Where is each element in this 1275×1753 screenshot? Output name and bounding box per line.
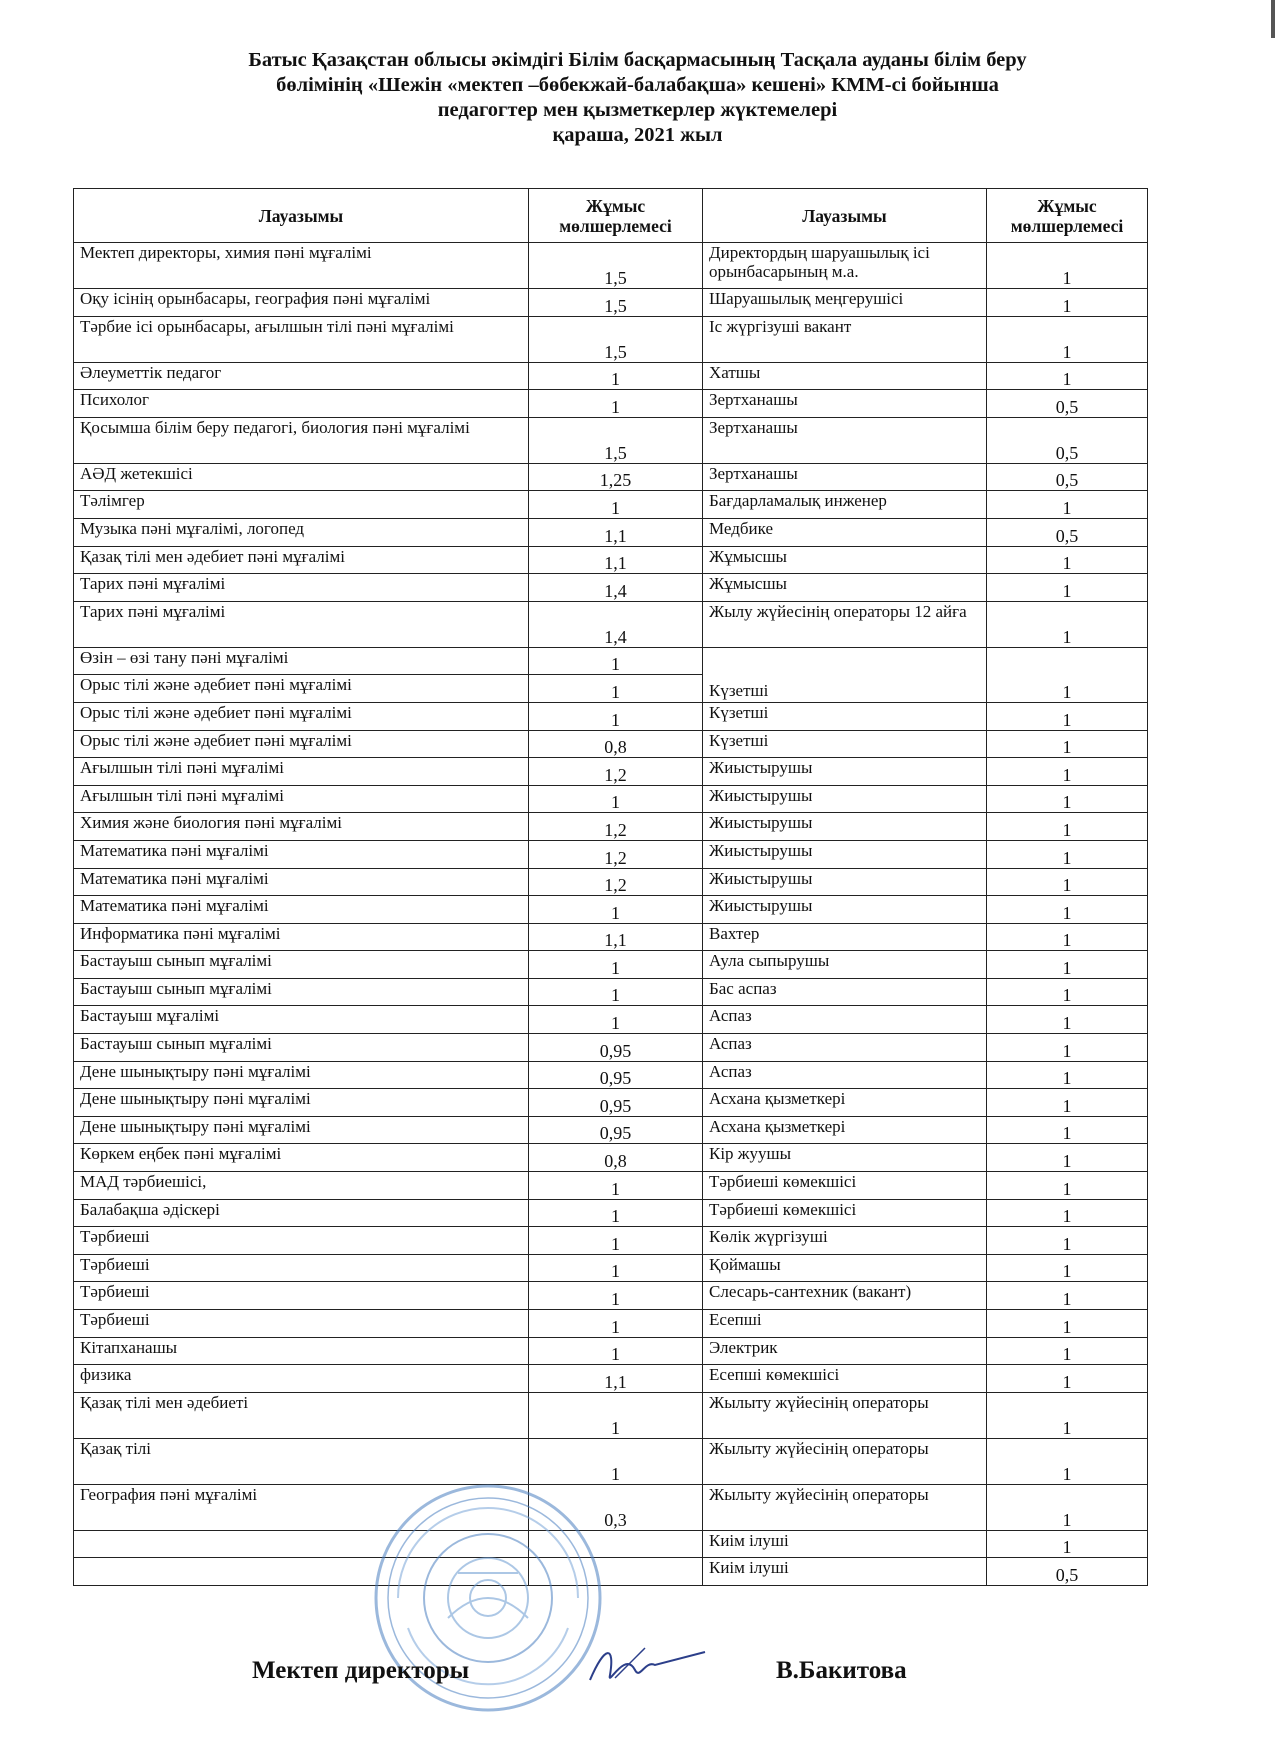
cell-position: Тәрбиеші [74,1282,529,1310]
cell-rate: 0,95 [529,1034,703,1062]
cell-position: Оқу ісінің орынбасары, география пәні мұғалімі [74,289,529,317]
cell-rate: 1 [987,574,1148,602]
table-row [74,1034,1148,1062]
cell-position: Өзін – өзі тану пәні мұғалімі [74,647,529,675]
cell-rate: 0,95 [529,1061,703,1089]
table-row [74,289,1148,317]
cell-position: Көлік жүргізуші [703,1227,987,1255]
cell-rate: 1,1 [529,923,703,951]
cell-rate: 1 [529,647,703,675]
document-title [90,48,1185,148]
table-row [74,1061,1148,1089]
cell-position: Жиыстырушы [703,813,987,841]
table-row [74,491,1148,519]
cell-position: Көркем еңбек пәні мұғалімі [74,1144,529,1172]
cell-position: Тәлімгер [74,491,529,519]
table-row [74,1144,1148,1172]
cell-position: Тарих пәні мұғалімі [74,574,529,602]
cell-position: Аспаз [703,1061,987,1089]
cell-rate: 0,5 [987,417,1148,463]
cell-position: Киім ілуші [703,1530,987,1558]
cell-rate: 1,1 [529,518,703,546]
cell-position: Жылыту жүйесінің операторы [703,1438,987,1484]
cell-position: Электрик [703,1337,987,1365]
title-line: қараша, 2021 жыл [552,124,723,146]
table-row [74,813,1148,841]
cell-rate: 1 [529,1438,703,1484]
table-row [74,1199,1148,1227]
cell-position: Информатика пәні мұғалімі [74,923,529,951]
cell-position: Жылыту жүйесінің операторы [703,1484,987,1530]
cell-rate: 1 [987,601,1148,647]
cell-position: Зертханашы [703,463,987,491]
header-position: Лауазымы [703,189,987,243]
cell-rate: 1,25 [529,463,703,491]
director-signature [585,1640,715,1690]
cell-position: Жиыстырушы [703,840,987,868]
table-row [74,1006,1148,1034]
cell-rate: 1,1 [529,1365,703,1393]
cell-rate: 1 [529,1392,703,1438]
cell-position: Тәрбиеші [74,1310,529,1338]
cell-position: Жиыстырушы [703,896,987,924]
cell-position: Бастауыш мұғалімі [74,1006,529,1034]
table-row [74,1254,1148,1282]
cell-position: Қазақ тілі [74,1438,529,1484]
cell-rate: 1 [987,702,1148,730]
cell-rate: 1 [987,491,1148,519]
cell-rate: 1 [529,390,703,418]
cell-rate: 1 [529,1254,703,1282]
cell-rate: 1 [987,243,1148,289]
cell-rate: 1,2 [529,758,703,786]
cell-rate: 1,2 [529,868,703,896]
cell-position: Жұмысшы [703,546,987,574]
cell-rate: 1 [987,1392,1148,1438]
cell-rate: 1 [529,362,703,390]
table-row [74,785,1148,813]
cell-rate: 1 [987,813,1148,841]
cell-rate: 0,8 [529,1144,703,1172]
cell-position: Директордың шаруашылық ісі орынбасарының м.а. [703,243,987,289]
table-row [74,1392,1148,1438]
cell-rate: 1 [987,923,1148,951]
table-row [74,1310,1148,1338]
cell-position: Зертханашы [703,417,987,463]
cell-position: Жылу жүйесінің операторы 12 айға [703,601,987,647]
cell-position: Киім ілуші [703,1558,987,1586]
table-header-row [74,189,1148,243]
cell-position: Кітапханашы [74,1337,529,1365]
cell-rate: 1 [987,758,1148,786]
table-row [74,574,1148,602]
cell-rate: 1 [529,1199,703,1227]
cell-position: Іс жүргізуші вакант [703,316,987,362]
cell-position: Хатшы [703,362,987,390]
table-row [74,647,1148,675]
cell-rate: 1 [987,1061,1148,1089]
header-rate: Жұмыс мөлшерлемесі [529,189,703,243]
table-row [74,868,1148,896]
cell-position: Есепші көмекшісі [703,1365,987,1393]
cell-rate: 0,5 [987,1558,1148,1586]
cell-position: Мектеп директоры, химия пәні мұғалімі [74,243,529,289]
cell-position: Орыс тілі және әдебиет пәні мұғалімі [74,675,529,703]
cell-rate: 1 [987,546,1148,574]
cell-rate: 1 [987,1199,1148,1227]
header-position: Лауазымы [74,189,529,243]
table-row [74,1530,1148,1558]
cell-position: Шаруашылық меңгерушісі [703,289,987,317]
cell-position: Тәрбиеші көмекшісі [703,1199,987,1227]
table-row [74,896,1148,924]
table-row [74,601,1148,647]
cell-rate: 1 [987,978,1148,1006]
cell-position: Математика пәні мұғалімі [74,868,529,896]
cell-position: Әлеуметтік педагог [74,362,529,390]
cell-position: Асхана қызметкері [703,1089,987,1117]
cell-position: Тәрбиеші көмекшісі [703,1172,987,1200]
cell-rate: 1 [987,1227,1148,1255]
cell-position: Аспаз [703,1034,987,1062]
cell-rate: 1 [529,702,703,730]
cell-position: Слесарь-сантехник (вакант) [703,1282,987,1310]
table-row [74,390,1148,418]
table-row [74,463,1148,491]
cell-rate: 1 [987,1006,1148,1034]
cell-position: Асхана қызметкері [703,1116,987,1144]
cell-rate: 1 [529,1310,703,1338]
cell-rate: 0,8 [529,730,703,758]
table-row [74,1282,1148,1310]
footer-position: Мектеп директоры [252,1657,470,1684]
cell-position: Жиыстырушы [703,758,987,786]
cell-position: Есепші [703,1310,987,1338]
cell-rate: 1 [987,1530,1148,1558]
cell-rate: 1,5 [529,316,703,362]
cell-position: Музыка пәні мұғалімі, логопед [74,518,529,546]
footer-name: В.Бакитова [776,1657,907,1684]
cell-position: Қазақ тілі мен әдебиет пәні мұғалімі [74,546,529,574]
cell-position: Зертханашы [703,390,987,418]
cell-position: Психолог [74,390,529,418]
cell-position: Ағылшын тілі пәні мұғалімі [74,785,529,813]
cell-rate: 0,95 [529,1089,703,1117]
cell-rate: 1 [987,647,1148,702]
cell-rate: 1 [529,1227,703,1255]
cell-position: Күзетші [703,702,987,730]
cell-rate: 1 [987,1144,1148,1172]
table-row [74,316,1148,362]
cell-position: География пәні мұғалімі [74,1484,529,1530]
table-row [74,417,1148,463]
cell-rate: 1,1 [529,546,703,574]
cell-rate: 1 [529,951,703,979]
cell-position: Бас аспаз [703,978,987,1006]
table-row [74,1227,1148,1255]
cell-rate: 1,4 [529,601,703,647]
cell-rate: 1,4 [529,574,703,602]
cell-position: Математика пәні мұғалімі [74,896,529,924]
cell-rate: 1,5 [529,243,703,289]
table-row [74,978,1148,1006]
cell-rate: 1 [529,1282,703,1310]
cell-rate: 1 [529,491,703,519]
cell-position: Медбике [703,518,987,546]
title-line: Батыс Қазақстан облысы әкімдігі Білім басқармасының Тасқала ауданы білім беру [248,49,1027,71]
cell-position: Күзетші [703,647,987,702]
table-row [74,758,1148,786]
cell-position: Бастауыш сынып мұғалімі [74,978,529,1006]
cell-position: Дене шынықтыру пәні мұғалімі [74,1116,529,1144]
cell-position: физика [74,1365,529,1393]
cell-rate: 1 [529,1172,703,1200]
cell-position: Дене шынықтыру пәні мұғалімі [74,1089,529,1117]
table-row [74,1089,1148,1117]
cell-rate: 1 [987,1254,1148,1282]
cell-rate: 1 [529,1006,703,1034]
cell-position: Математика пәні мұғалімі [74,840,529,868]
cell-position: Ағылшын тілі пәні мұғалімі [74,758,529,786]
cell-position: Бағдарламалық инженер [703,491,987,519]
cell-position: Химия және биология пәні мұғалімі [74,813,529,841]
cell-position: Дене шынықтыру пәні мұғалімі [74,1061,529,1089]
cell-rate: 0,3 [529,1484,703,1530]
cell-rate: 1,5 [529,417,703,463]
cell-rate: 1 [987,1116,1148,1144]
cell-rate: 1 [987,896,1148,924]
cell-rate: 1 [529,1337,703,1365]
cell-position: Қоймашы [703,1254,987,1282]
table-row [74,1337,1148,1365]
table-row [74,1484,1148,1530]
cell-position: Аспаз [703,1006,987,1034]
cell-rate: 1 [987,1282,1148,1310]
table-row [74,1365,1148,1393]
cell-position: Тәрбиеші [74,1254,529,1282]
cell-rate: 1 [987,1365,1148,1393]
cell-rate: 1 [987,730,1148,758]
table-row [74,702,1148,730]
table-row [74,1438,1148,1484]
title-line: педагогтер мен қызметкерлер жүктемелері [437,99,838,121]
table-row [74,730,1148,758]
cell-rate: 1 [987,1484,1148,1530]
table-row [74,923,1148,951]
cell-rate: 1 [529,675,703,703]
workload-table [73,188,1148,1586]
table-row [74,951,1148,979]
cell-rate: 1 [987,316,1148,362]
cell-rate: 1,2 [529,813,703,841]
table-row [74,840,1148,868]
cell-position: Күзетші [703,730,987,758]
cell-rate: 1 [529,785,703,813]
cell-position: МАД тәрбиешісі, [74,1172,529,1200]
cell-position: Вахтер [703,923,987,951]
cell-position: Қосымша білім беру педагогі, биология пәні мұғалімі [74,417,529,463]
cell-rate: 1 [987,1034,1148,1062]
cell-position: Жиыстырушы [703,868,987,896]
cell-position: АӘД жетекшісі [74,463,529,491]
cell-rate: 1 [987,1172,1148,1200]
cell-rate: 0,95 [529,1116,703,1144]
scan-edge-line [1271,0,1275,38]
cell-position: Қазақ тілі мен әдебиеті [74,1392,529,1438]
cell-rate: 1,2 [529,840,703,868]
cell-position: Тарих пәні мұғалімі [74,601,529,647]
cell-rate: 1 [987,1438,1148,1484]
table-row [74,1116,1148,1144]
title-line: бөлімінің «Шежін «мектеп –бөбекжай-балабақша» кешені» КММ-сі бойынша [276,74,999,96]
cell-rate: 1 [529,896,703,924]
header-rate: Жұмыс мөлшерлемесі [987,189,1148,243]
cell-rate: 1 [987,362,1148,390]
cell-rate: 1,5 [529,289,703,317]
cell-rate: 1 [987,868,1148,896]
cell-position: Орыс тілі және әдебиет пәні мұғалімі [74,730,529,758]
table-row [74,1558,1148,1586]
cell-position: Жұмысшы [703,574,987,602]
cell-rate: 1 [987,1310,1148,1338]
cell-rate: 0,5 [987,463,1148,491]
cell-rate: 1 [529,978,703,1006]
cell-rate: 1 [987,840,1148,868]
table-row [74,1172,1148,1200]
cell-rate: 0,5 [987,518,1148,546]
cell-position: Орыс тілі және әдебиет пәні мұғалімі [74,702,529,730]
table-row [74,546,1148,574]
table-row [74,362,1148,390]
cell-position: Тәрбиеші [74,1227,529,1255]
table-row [74,518,1148,546]
cell-position: Жылыту жүйесінің операторы [703,1392,987,1438]
cell-rate: 1 [987,289,1148,317]
cell-position: Тәрбие ісі орынбасары, ағылшын тілі пәні мұғалімі [74,316,529,362]
cell-position: Жиыстырушы [703,785,987,813]
cell-position: Кір жуушы [703,1144,987,1172]
cell-rate: 0,5 [987,390,1148,418]
cell-position: Бастауыш сынып мұғалімі [74,951,529,979]
cell-rate: 1 [987,1089,1148,1117]
table-row [74,243,1148,289]
cell-position: Аула сыпырушы [703,951,987,979]
cell-rate: 1 [987,785,1148,813]
cell-rate: 1 [987,951,1148,979]
cell-position: Бастауыш сынып мұғалімі [74,1034,529,1062]
cell-position: Балабақша әдіскері [74,1199,529,1227]
cell-rate: 1 [987,1337,1148,1365]
